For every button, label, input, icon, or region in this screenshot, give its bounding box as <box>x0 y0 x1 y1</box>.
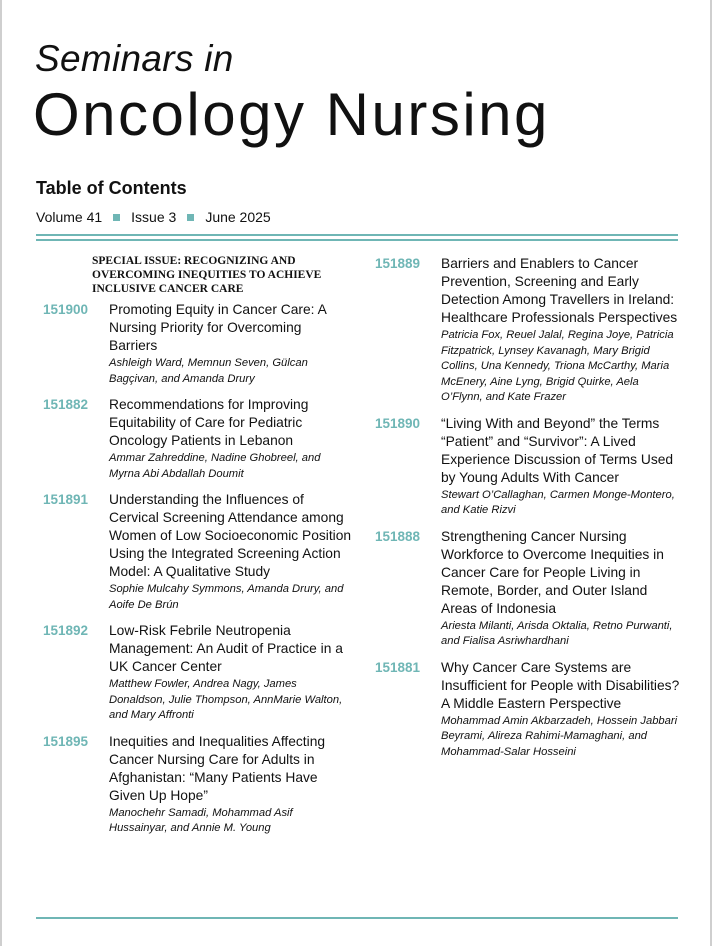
volume-label: Volume 41 <box>36 209 103 225</box>
page-left-edge <box>0 0 2 946</box>
issue-info <box>36 209 271 225</box>
article-title[interactable]: Barriers and Enablers to Cancer Prevention, Screening and Early Detection Among Travellers in Ireland: Healthcare Professionals Perspectives <box>441 256 678 325</box>
article-number: 151888 <box>375 528 421 544</box>
toc-column-right <box>370 255 682 769</box>
article-entry[interactable] <box>36 396 352 482</box>
article-title[interactable]: Why Cancer Care Systems are Insufficient for People with Disabilities? A Middle Eastern Perspective <box>441 659 680 711</box>
header-divider-top <box>36 234 678 236</box>
journal-title: Oncology Nursing <box>33 81 550 148</box>
article-entry[interactable] <box>370 528 682 650</box>
article-title[interactable]: Inequities and Inequalities Affecting Cancer Nursing Care for Adults in Afghanistan: “Many Patients Have Given Up Hope” <box>109 733 326 803</box>
article-title[interactable]: Promoting Equity in Cancer Care: A Nursing Priority for Overcoming Barriers <box>109 302 327 353</box>
article-authors: Manochehr Samadi, Mohammad Asif Hussainyar, and Annie M. Young <box>109 806 293 834</box>
article-number: 151891 <box>43 492 89 507</box>
article-authors: Ammar Zahreddine, Nadine Ghobreel, and Myrna Abi Abdallah Doumit <box>109 452 321 480</box>
article-authors: Sophie Mulcahy Symmons, Amanda Drury, and Aoife De Brún <box>109 583 344 611</box>
article-title[interactable]: Understanding the Influences of Cervical Screening Attendance among Women of Low Socioeconomic Position Using the Integrated Screening Action Model: A Qualitative Study <box>109 492 352 579</box>
article-number: 151882 <box>43 397 89 412</box>
article-entry[interactable] <box>370 415 682 519</box>
article-number: 151889 <box>375 256 421 271</box>
article-list-left <box>36 301 352 837</box>
article-authors: Patricia Fox, Reuel Jalal, Regina Joye, Patricia Fitzpatrick, Lynsey Kavanagh, Mary Brigid Collins, Una Kennedy, Triona McCarthy, Maria McEnery, Aine Lyng, Brigid Quirke, Aela O’Flynn, and Kate Frazer <box>441 329 674 403</box>
article-number: 151881 <box>375 659 421 675</box>
article-authors: Stewart O’Callaghan, Carmen Monge-Montero, and Katie Rizvi <box>441 488 675 516</box>
date-label: June 2025 <box>205 209 271 225</box>
article-entry[interactable] <box>370 255 682 406</box>
article-number: 151900 <box>43 302 89 317</box>
footer-divider <box>36 917 678 919</box>
article-title[interactable]: Strengthening Cancer Nursing Workforce to Overcome Inequities in Cancer Care for People Living in Remote, Border, and Outer Island Areas of Indonesia <box>441 528 664 616</box>
article-entry[interactable] <box>370 659 682 761</box>
separator-square-icon <box>113 214 120 221</box>
article-entry[interactable] <box>36 733 352 837</box>
toc-heading: Table of Contents <box>36 178 187 198</box>
article-entry[interactable] <box>36 491 352 613</box>
article-authors: Matthew Fowler, Andrea Nagy, James Donaldson, Julie Thompson, AnnMarie Walton, and Mary Affronti <box>109 678 343 721</box>
header-divider-bottom <box>36 239 678 241</box>
toc-column-left <box>36 254 352 846</box>
article-authors: Ashleigh Ward, Memnun Seven, Gülcan Bagçivan, and Amanda Drury <box>109 357 308 385</box>
article-number: 151895 <box>43 733 89 749</box>
special-issue-heading: SPECIAL ISSUE: RECOGNIZING AND OVERCOMING INEQUITIES TO ACHIEVE INCLUSIVE CANCER CARE <box>92 255 322 295</box>
article-authors: Ariesta Milanti, Arisda Oktalia, Retno Purwanti, and Fialisa Asriwhardhani <box>441 619 673 647</box>
article-entry[interactable] <box>36 301 352 387</box>
separator-square-icon <box>187 214 194 221</box>
article-number: 151890 <box>375 415 421 431</box>
issue-label: Issue 3 <box>131 209 177 225</box>
article-title[interactable]: Recommendations for Improving Equitability of Care for Pediatric Oncology Patients in Lebanon <box>109 397 309 448</box>
article-title[interactable]: “Living With and Beyond” the Terms “Patient” and “Survivor”: A Lived Experience Discussion of Terms Used by Young Adults With Cancer <box>441 415 674 485</box>
article-authors: Mohammad Amin Akbarzadeh, Hossein Jabbari Beyrami, Alireza Rahimi-Mamaghani, and Mohammad-Salar Hosseini <box>441 714 678 758</box>
article-number: 151892 <box>43 623 89 638</box>
article-list-right <box>370 255 682 760</box>
journal-series: Seminars in <box>35 38 234 79</box>
article-entry[interactable] <box>36 622 352 724</box>
article-title[interactable]: Low-Risk Febrile Neutropenia Management: An Audit of Practice in a UK Cancer Center <box>109 623 343 674</box>
